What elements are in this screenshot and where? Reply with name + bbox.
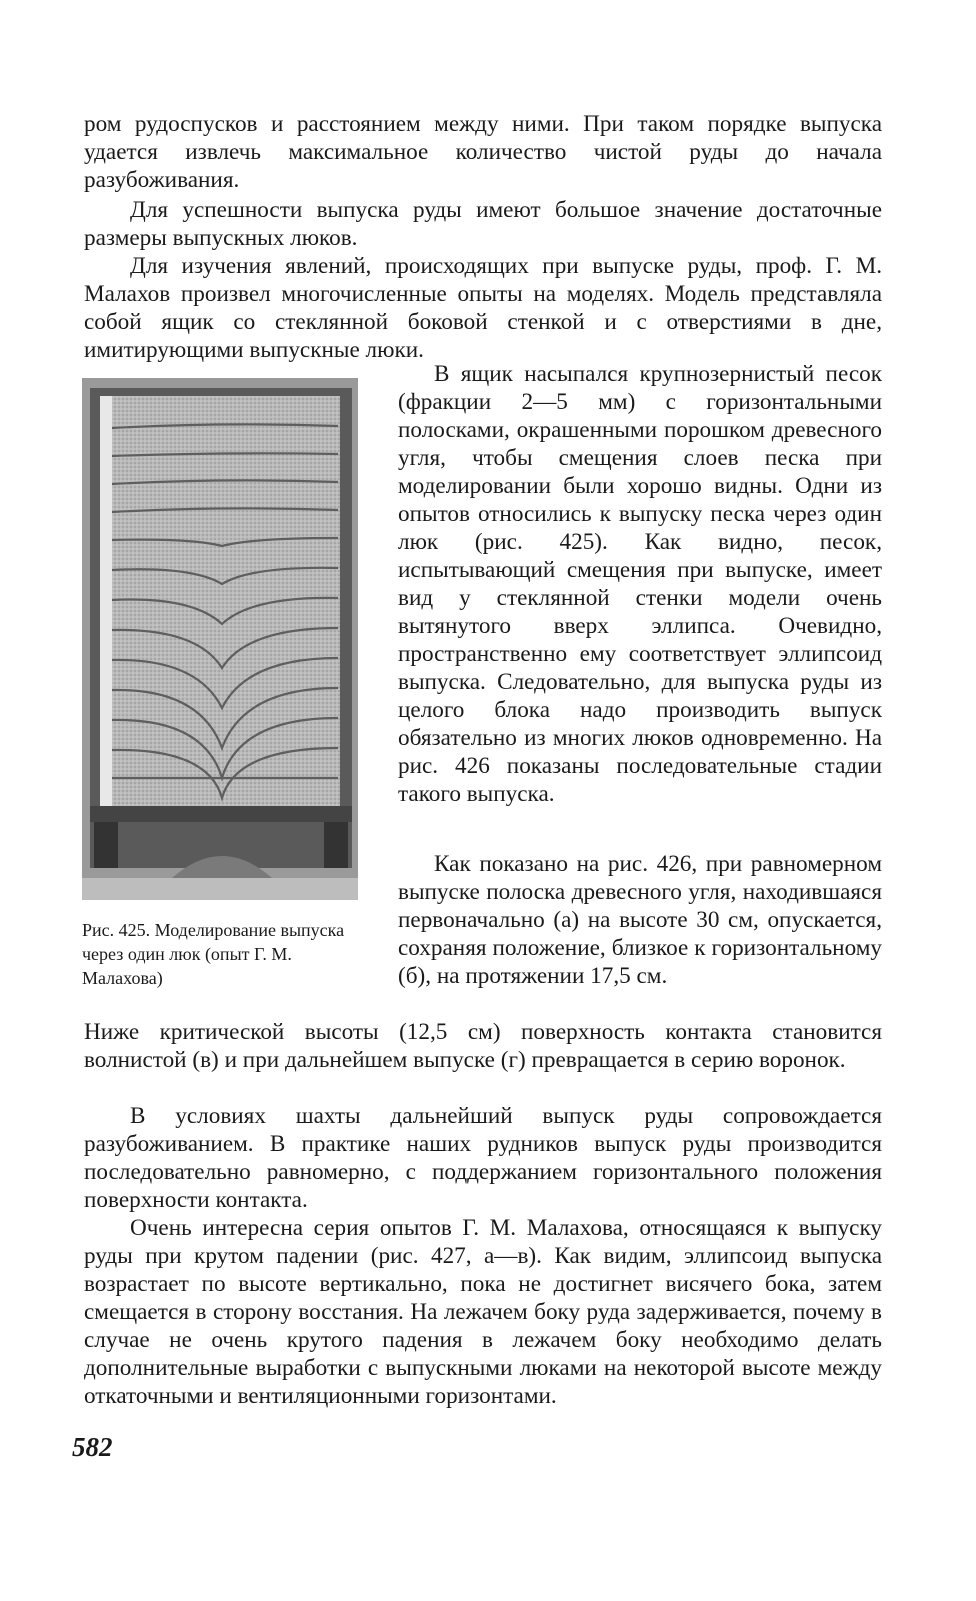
paragraph-2: Для успешности выпуска руды имеют большое значение достаточные размеры выпускных люков. <box>84 197 882 251</box>
paragraph-5-float: Как показано на рис. 426, при равномерном выпуске полоска древесного угля, находившаяся первоначально (а) на высоте 30 см, опускается, сохраняя положение, близкое к горизонтальному (б), на протяжении 17,5 см. <box>398 851 882 989</box>
paragraph-3: Для изучения явлений, происходящих при выпуске руды, проф. Г. М. Малахов произвел многочисленные опыты на моделях. Модель представляла собой ящик со стеклянной боковой стенкой и с отверстиями в дне, имитирующими выпускные люки. <box>84 253 882 363</box>
figure-425-caption: Рис. 425. Моделирование выпуска через один люк (опыт Г. М. Малахова) <box>82 920 345 988</box>
paragraph-5-continuation: Ниже критической высоты (12,5 см) поверхность контакта становится волнистой (в) и при дальнейшем выпуске (г) превращается в серию воронок. <box>84 1019 882 1073</box>
page-number: 582 <box>72 1432 113 1462</box>
sand-model-illustration <box>82 378 358 900</box>
paragraph-6: В условиях шахты дальнейший выпуск руды сопровождается разубоживанием. В практике наших рудников выпуск руды производится последовательно равномерно, с поддержанием горизонтального положения поверхности контакта. <box>84 1103 882 1213</box>
paragraph-1: ром рудоспусков и расстоянием между ними. При таком порядке выпуска удается извлечь максимальное количество чистой руды до начала разубоживания. <box>84 111 882 193</box>
paragraph-7: Очень интересна серия опытов Г. М. Малахова, относящаяся к выпуску руды при крутом падении (рис. 427, а—в). Как видим, эллипсоид выпуска возрастает по высоте вертикально, пока не достигнет висячего бока, затем смещается в сторону восстания. На лежачем боку руда задерживается, почему в случае не очень крутого падения в лежачем боку необходимо делать дополнительные выработки с выпускными люками на некоторой высоте между откаточными и вентиляционными горизонтами. <box>84 1215 882 1409</box>
paragraph-4-float: В ящик насыпался крупнозернистый песок (фракции 2—5 мм) с горизонтальными полосками, окрашенными порошком древесного угля, чтобы смещения слоев песка при моделировании были хорошо видны. Одни из опытов относились к выпуску песка через один люк (рис. 425). Как видно, песок, испытывающий смещения при выпуске, имеет вид у стеклянной стенки модели очень вытянутого вверх эллипса. Очевидно, пространственно ему соответствует эллипсоид выпуска. Следовательно, для выпуска руды из целого блока надо производить выпуск обязательно из многих люков одновременно. На рис. 426 показаны последовательные стадии такого выпуска. <box>398 361 882 807</box>
figure-425-photo <box>82 378 358 900</box>
